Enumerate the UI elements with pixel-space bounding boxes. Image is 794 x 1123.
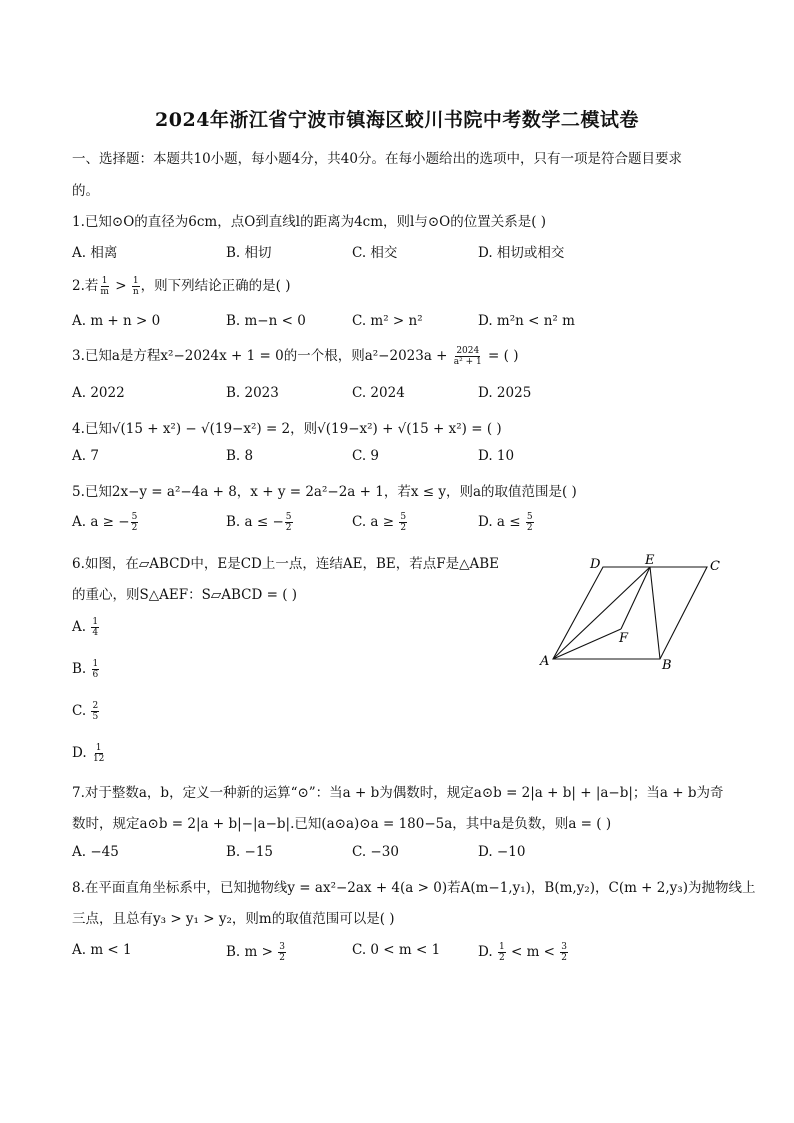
segment-af: [553, 629, 621, 659]
question-2-stem-post: ，则下列结论正确的是( ): [140, 278, 291, 294]
question-4-option-c: C. 9: [352, 448, 380, 464]
question-6-stem-line1: 6.如图，在▱ABCD中，E是CD上一点，连结AE，BE，若点F是△ABE: [72, 556, 499, 572]
question-5-option-c: C. a ≥ $\frac{5}{2}$: [352, 512, 407, 533]
question-3-stem-pre: 3.已知a是方程x²−2024x + 1 = 0的一个根，则a²−2023a +: [72, 348, 452, 364]
parallelogram-abcd: [553, 567, 707, 659]
question-5-option-d-fraction: $\frac{5}{2}$: [526, 512, 533, 533]
parallelogram-figure: [535, 552, 735, 681]
question-1-option-a: A. 相离: [72, 245, 118, 261]
question-6-option-c: C. $\frac{2}{5}$: [72, 701, 99, 722]
question-7-option-d: D. −10: [478, 844, 526, 860]
label-f: F: [619, 631, 629, 646]
question-2-stem-pre: 2.若: [72, 278, 99, 294]
question-2-option-a: A. m + n > 0: [72, 313, 161, 329]
question-6-stem-line2: 的重心，则S△AEF：S▱ABCD = ( ): [72, 587, 298, 603]
question-7-stem-line1: 7.对于整数a，b，定义一种新的运算“⊙”：当a + b为偶数时，规定a⊙b = 2|a + b| + |a−b|；当a + b为奇: [72, 785, 724, 801]
question-5-option-a-fraction: $\frac{5}{2}$: [131, 512, 138, 533]
question-5-option-b-fraction: $\frac{5}{2}$: [285, 512, 292, 533]
question-8-option-d: D. $\frac{1}{2}$ < m < $\frac{3}{2}$: [478, 942, 567, 963]
question-3-fraction: $\frac{2024}{\text{a² + 1}}$: [453, 346, 482, 367]
section-heading-line2: 的。: [72, 183, 99, 199]
question-6-option-d-fraction: $\frac{1}{12}$: [92, 743, 105, 764]
question-5-stem: 5.已知2x−y = a²−4a + 8，x + y = 2a²−2a + 1，若x ≤ y，则a的取值范围是( ): [72, 484, 577, 500]
question-1-option-c: C. 相交: [352, 245, 398, 261]
question-2-stem-mid: >: [110, 278, 131, 294]
label-c: C: [710, 559, 720, 574]
question-6-option-d: D. $\frac{1}{12}$: [72, 743, 105, 764]
question-1-option-d: D. 相切或相交: [478, 245, 565, 261]
label-b: B: [662, 658, 672, 673]
question-2-stem: [72, 274, 290, 297]
question-6-option-a: A. $\frac{1}{4}$: [72, 617, 99, 638]
question-7-option-b: B. −15: [226, 844, 273, 860]
question-4-option-b: B. 8: [226, 448, 254, 464]
label-e: E: [645, 553, 655, 568]
question-8-option-a: A. m < 1: [72, 942, 132, 958]
question-3-stem-post: = ( ): [483, 348, 519, 364]
question-6-option-b: B. $\frac{1}{6}$: [72, 659, 99, 680]
question-5-option-b: B. a ≤ − $\frac{5}{2}$: [226, 512, 292, 533]
question-5-option-a: A. a ≥ − $\frac{5}{2}$: [72, 512, 138, 533]
question-8-option-b: B. m > $\frac{3}{2}$: [226, 942, 285, 963]
question-1-stem: 1.已知⊙O的直径为6cm，点O到直线l的距离为4cm，则l与⊙O的位置关系是( ): [72, 214, 547, 230]
question-3-option-b: B. 2023: [226, 385, 279, 401]
question-4-option-d: D. 10: [478, 448, 515, 464]
question-8-option-c: C. 0 < m < 1: [352, 942, 441, 958]
question-2-option-d: D. m²n < n² m: [478, 313, 575, 329]
segment-ae: [553, 567, 650, 659]
segment-fe: [621, 567, 650, 629]
question-5-option-d: D. a ≤ $\frac{5}{2}$: [478, 512, 533, 533]
question-2-option-b: B. m−n < 0: [226, 313, 306, 329]
question-7-option-c: C. −30: [352, 844, 399, 860]
question-8-option-d-fraction-1: $\frac{1}{2}$: [498, 942, 505, 963]
question-4-option-a: A. 7: [72, 448, 99, 464]
question-1-option-b: B. 相切: [226, 245, 272, 261]
question-6-option-b-fraction: $\frac{1}{6}$: [92, 659, 99, 680]
question-8-stem-line2: 三点，且总有y₃ > y₁ > y₂，则m的取值范围可以是( ): [72, 911, 395, 927]
question-2-fraction-1: $\frac{1}{m}$: [100, 276, 109, 297]
question-4-stem: 4.已知√(15 + x²) − √(19−x²) = 2，则√(19−x²) + √(15 + x²) = ( ): [72, 421, 502, 437]
page-title: 2024年浙江省宁波市镇海区蛟川书院中考数学二模试卷: [155, 109, 639, 131]
question-5-option-c-fraction: $\frac{5}{2}$: [400, 512, 407, 533]
question-3-option-d: D. 2025: [478, 385, 532, 401]
question-8-stem-line1: 8.在平面直角坐标系中，已知抛物线y = ax²−2ax + 4(a > 0)若A(m−1,y₁)，B(m,y₂)，C(m + 2,y₃)为抛物线上: [72, 880, 756, 896]
section-heading-line1: 一、选择题：本题共10小题，每小题4分，共40分。在每小题给出的选项中，只有一项是符合题目要求: [72, 151, 682, 167]
label-d: D: [590, 557, 601, 572]
question-7-stem-line2: 数时，规定a⊙b = 2|a + b|−|a−b|.已知(a⊙a)⊙a = 180−5a，其中a是负数，则a = ( ): [72, 816, 612, 832]
question-3-stem: [72, 344, 518, 367]
label-a: A: [540, 654, 550, 669]
question-8-option-d-fraction-2: $\frac{3}{2}$: [561, 942, 567, 963]
question-2-option-c: C. m² > n²: [352, 313, 423, 329]
question-3-option-a: A. 2022: [72, 385, 125, 401]
question-8-option-b-fraction: $\frac{3}{2}$: [279, 942, 285, 963]
segment-be: [650, 567, 660, 659]
question-7-option-a: A. −45: [72, 844, 119, 860]
question-3-option-c: C. 2024: [352, 385, 405, 401]
question-6-option-c-fraction: $\frac{2}{5}$: [92, 701, 99, 722]
question-6-option-a-fraction: $\frac{1}{4}$: [92, 617, 99, 638]
parallelogram-diagram: [535, 552, 735, 677]
question-2-fraction-2: $\frac{1}{n}$: [132, 276, 139, 297]
